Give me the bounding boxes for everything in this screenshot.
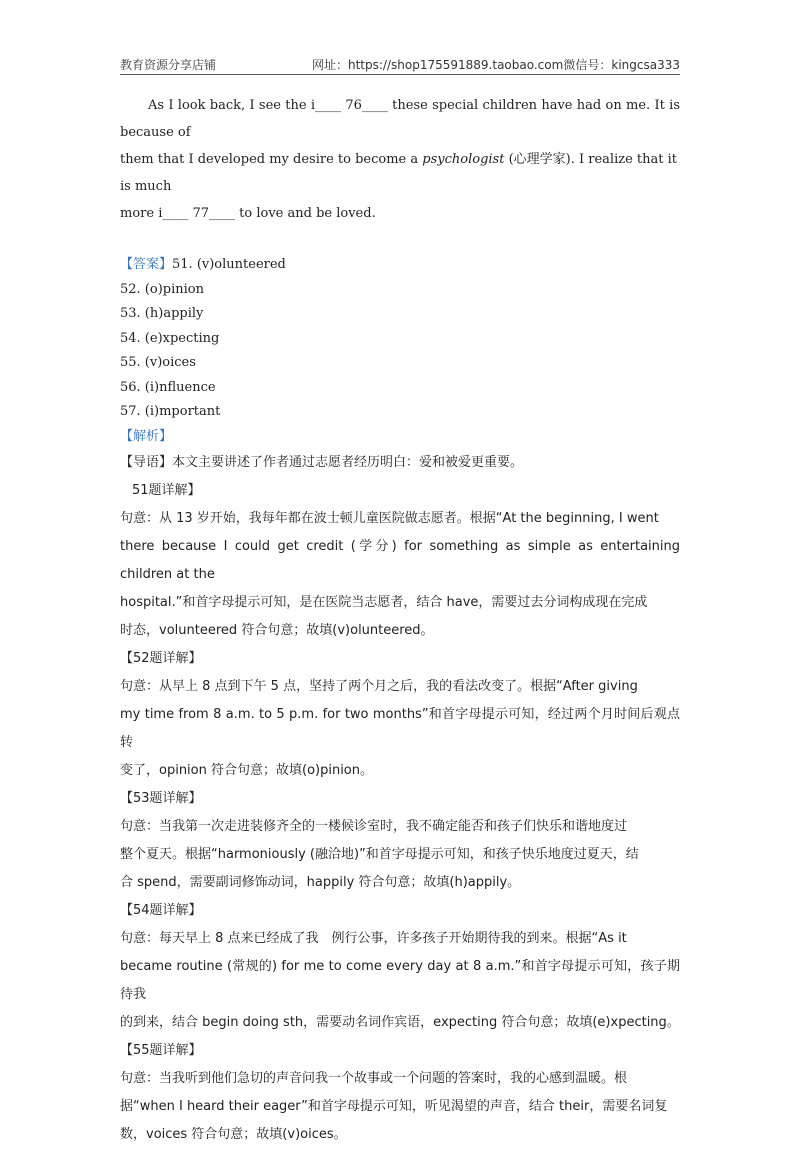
answer-tag: 【答案】 (120, 257, 173, 272)
answer-item: 51. (v)olunteered (172, 257, 286, 272)
analysis-section (120, 449, 680, 1149)
analysis-label: 【解析】 (120, 428, 173, 444)
answer-line-1 (120, 253, 680, 278)
shop-url: 网址：https://shop175591889.taobao.com (312, 58, 564, 72)
lead-in-text: 本文主要讲述了作者通过志愿者经历明白：爱和被爱更重要。 (172, 454, 524, 470)
passage-line-3: more i____ 77____ to love and be loved. (120, 206, 376, 221)
answer-item: 55. (v)oices (120, 355, 196, 370)
passage-line-1: As I look back, I see the i____ 76____ these special children have had on me. It is because of (120, 98, 680, 140)
lead-in (120, 449, 680, 477)
q52-line: 句意：从早上 8 点到下午 5 点，坚持了两个月之后，我的看法改变了。根据“After giving (120, 678, 638, 694)
q54-line: 句意：每天早上 8 点来已经成了我 例行公事，许多孩子开始期待我的到来。根据“As it (120, 930, 627, 946)
q53-line: 合 spend，需要副词修饰动词，happily 符合句意；故填(h)appily。 (120, 874, 521, 890)
q55-line: 据“when I heard their eager”和首字母提示可知，听见渴望的声音，结合 their，需要名词复 (120, 1098, 668, 1114)
q54-line: 的到来，结合 begin doing sth，需要动名词作宾语，expecting 符合句意；故填(e)xpecting。 (120, 1014, 680, 1030)
page-header (120, 56, 680, 75)
answer-section (120, 253, 680, 425)
q55-line: 数，voices 符合句意；故填(v)oices。 (120, 1126, 347, 1142)
passage-line-2-a: them that I developed my desire to become a (120, 152, 423, 167)
passage-line-2-b: (心理学家). I realize that it is much (120, 152, 677, 194)
answer-item: 52. (o)pinion (120, 281, 204, 297)
wechat-id: 微信号：kingcsa333 (563, 58, 680, 72)
answer-item: 57. (i)mportant (120, 404, 221, 419)
passage-line-2 (120, 146, 680, 200)
q51-line: 句意：从 13 岁开始，我每年都在波士顿儿童医院做志愿者。根据“At the beginning, I went (120, 510, 659, 526)
shop-name: 教育资源分享店铺 (120, 58, 217, 72)
answer-item: 54. (e)xpecting (120, 330, 220, 346)
q51-title: 51题详解】 (132, 482, 201, 498)
q54-line: became routine (常规的) for me to come every day at 8 a.m.”和首字母提示可知，孩子期待我 (120, 958, 680, 1002)
answer-item: 53. (h)appily (120, 306, 204, 321)
q55-line: 句意：当我听到他们急切的声音问我一个故事或一个问题的答案时，我的心感到温暖。根 (120, 1070, 628, 1086)
q52-line: 变了，opinion 符合句意；故填(o)pinion。 (120, 762, 373, 778)
q51-line: there because I could get credit (学分) for something as simple as entertaining children at the (120, 538, 680, 582)
passage (120, 92, 680, 227)
q54-title: 【54题详解】 (120, 902, 202, 918)
q53-line: 整个夏天。根据“harmoniously (融洽地)”和首字母提示可知，和孩子快乐地度过夏天，结 (120, 846, 639, 862)
q53-line: 句意：当我第一次走进装修齐全的一楼候诊室时，我不确定能否和孩子们快乐和谐地度过 (120, 818, 628, 834)
document-body (120, 92, 680, 1149)
q51-line: hospital.”和首字母提示可知，是在医院当志愿者，结合 have，需要过去分词构成现在完成 (120, 594, 648, 610)
q52-title: 【52题详解】 (120, 650, 202, 666)
q53-title: 【53题详解】 (120, 790, 202, 806)
passage-italic-word: psychologist (422, 152, 505, 167)
q51-line: 时态，volunteered 符合句意；故填(v)olunteered。 (120, 622, 434, 638)
lead-in-tag: 【导语】 (120, 454, 173, 470)
q52-line: my time from 8 a.m. to 5 p.m. for two months”和首字母提示可知，经过两个月时间后观点转 (120, 706, 680, 750)
answer-item: 56. (i)nfluence (120, 379, 216, 395)
q55-title: 【55题详解】 (120, 1042, 202, 1058)
